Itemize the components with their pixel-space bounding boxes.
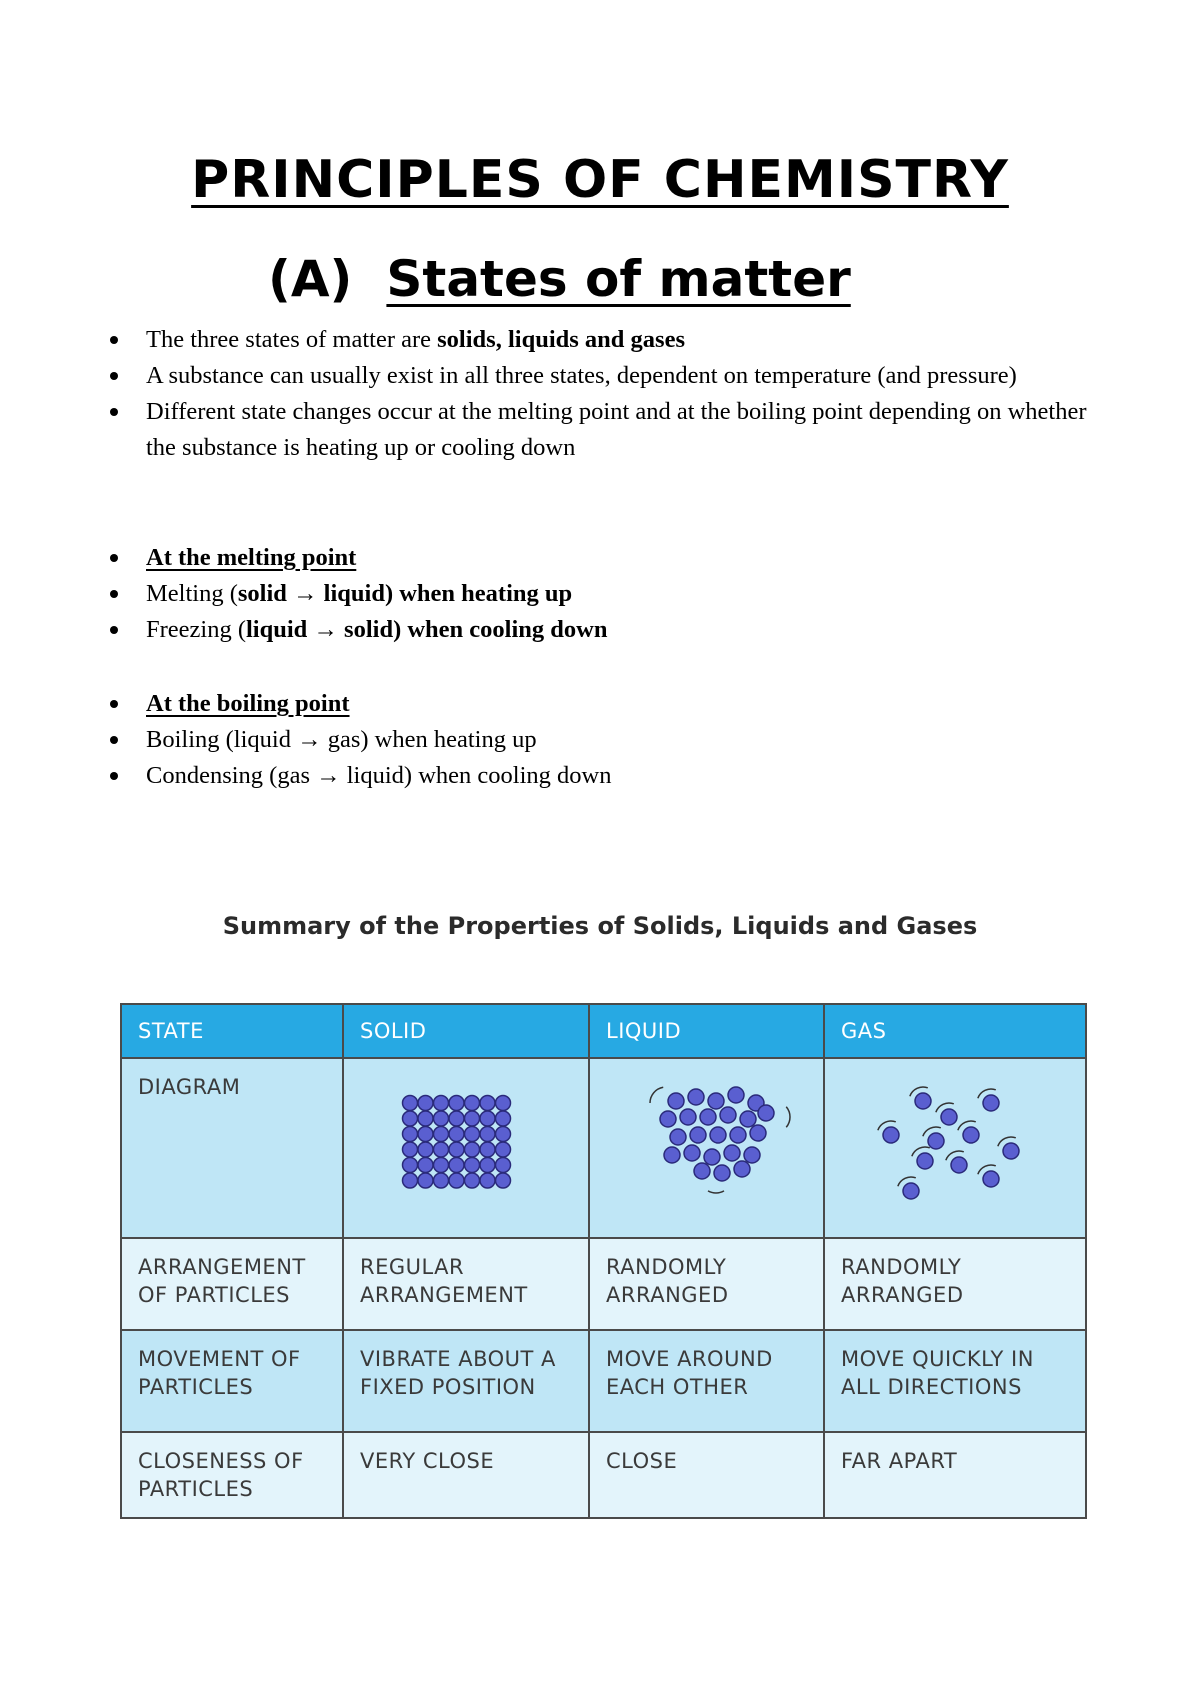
particle (1003, 1143, 1019, 1159)
particle (668, 1093, 684, 1109)
particle (660, 1111, 676, 1127)
particle (418, 1096, 433, 1111)
particle (724, 1145, 740, 1161)
melting-heading: At the melting point (146, 544, 357, 571)
particle (434, 1158, 449, 1173)
particle (480, 1173, 495, 1188)
particle (684, 1145, 700, 1161)
particle (496, 1142, 511, 1157)
table-row (121, 1432, 1086, 1518)
particle (664, 1147, 680, 1163)
particle (434, 1111, 449, 1126)
particle (714, 1165, 730, 1181)
list-item: Boiling (liquid → gas) when heating up (110, 722, 1110, 758)
row-label-closeness: CLOSENESS OF PARTICLES (121, 1432, 343, 1518)
section-letter: (A) (268, 250, 353, 308)
particle (403, 1158, 418, 1173)
particle (758, 1105, 774, 1121)
particle (983, 1095, 999, 1111)
list-item: Freezing (liquid → solid) when cooling down (110, 612, 1110, 648)
particle (480, 1111, 495, 1126)
section-heading (268, 250, 851, 308)
particle (496, 1111, 511, 1126)
particle (730, 1127, 746, 1143)
particle (465, 1142, 480, 1157)
particle (465, 1158, 480, 1173)
cell-gas-movement: MOVE QUICKLY IN ALL DIRECTIONS (824, 1330, 1086, 1432)
particle (403, 1142, 418, 1157)
list-item: The three states of matter are solids, liquids and gases (110, 322, 1110, 358)
section-title: States of matter (386, 250, 851, 308)
cell-liquid-movement: MOVE AROUND EACH OTHER (589, 1330, 824, 1432)
list-item: A substance can usually exist in all three states, dependent on temperature (and pressure) (110, 358, 1110, 394)
particle (963, 1127, 979, 1143)
header-solid: SOLID (343, 1004, 589, 1058)
particle (915, 1093, 931, 1109)
particle (694, 1163, 710, 1179)
particle (704, 1149, 720, 1165)
page-title: PRINCIPLES OF CHEMISTRY (191, 150, 1009, 210)
particle (434, 1127, 449, 1142)
motion-line (708, 1191, 724, 1193)
melting-bullet-list (110, 540, 1110, 648)
boiling-heading: At the boiling point (146, 690, 350, 717)
particle (740, 1111, 756, 1127)
properties-table (120, 1003, 1087, 1519)
cell-liquid-arrangement: RANDOMLY ARRANGED (589, 1238, 824, 1330)
header-liquid: LIQUID (589, 1004, 824, 1058)
particle (418, 1127, 433, 1142)
row-label-arrangement: ARRANGEMENT OF PARTICLES (121, 1238, 343, 1330)
particle (496, 1158, 511, 1173)
particle (750, 1125, 766, 1141)
particle (403, 1111, 418, 1126)
particle (688, 1089, 704, 1105)
gas-diagram (824, 1058, 1086, 1238)
table-row (121, 1058, 1086, 1238)
particle (917, 1153, 933, 1169)
particle (496, 1096, 511, 1111)
motion-line (650, 1087, 663, 1103)
particle (496, 1127, 511, 1142)
particle (680, 1109, 696, 1125)
row-label-movement: MOVEMENT OF PARTICLES (121, 1330, 343, 1432)
solid-particles-illustration (360, 1073, 580, 1213)
particle (983, 1171, 999, 1187)
cell-gas-arrangement: RANDOMLY ARRANGED (824, 1238, 1086, 1330)
list-item (110, 540, 1110, 576)
particle (418, 1173, 433, 1188)
particle (700, 1109, 716, 1125)
list-item: Different state changes occur at the melting point and at the boiling point depending on whether the substance is heating up or cooling down (110, 394, 1110, 466)
particle (465, 1173, 480, 1188)
table-row (121, 1238, 1086, 1330)
particle (465, 1096, 480, 1111)
particle (496, 1173, 511, 1188)
particle (883, 1127, 899, 1143)
gas-particles-illustration (841, 1073, 1091, 1223)
particle (418, 1158, 433, 1173)
particle (670, 1129, 686, 1145)
liquid-particles-illustration (606, 1073, 826, 1213)
particle (720, 1107, 736, 1123)
particle (449, 1158, 464, 1173)
particle (465, 1127, 480, 1142)
list-item: Condensing (gas → liquid) when cooling down (110, 758, 1110, 794)
particle (434, 1096, 449, 1111)
list-item: Melting (solid → liquid) when heating up (110, 576, 1110, 612)
cell-gas-closeness: FAR APART (824, 1432, 1086, 1518)
particle (728, 1087, 744, 1103)
particle (449, 1096, 464, 1111)
boiling-bullet-list (110, 686, 1110, 794)
particle (690, 1127, 706, 1143)
cell-solid-arrangement: REGULAR ARRANGEMENT (343, 1238, 589, 1330)
particle (951, 1157, 967, 1173)
cell-solid-closeness: VERY CLOSE (343, 1432, 589, 1518)
particle (449, 1142, 464, 1157)
list-item (110, 686, 1110, 722)
particle (434, 1142, 449, 1157)
particle (418, 1142, 433, 1157)
particle (465, 1111, 480, 1126)
particle (744, 1147, 760, 1163)
particle (480, 1142, 495, 1157)
intro-bullet-list (110, 322, 1110, 466)
motion-line (786, 1107, 790, 1128)
particle (403, 1127, 418, 1142)
particle (449, 1127, 464, 1142)
particle (480, 1096, 495, 1111)
particle (903, 1183, 919, 1199)
cell-solid-movement: VIBRATE ABOUT A FIXED POSITION (343, 1330, 589, 1432)
particle (710, 1127, 726, 1143)
particle (449, 1111, 464, 1126)
particle (480, 1127, 495, 1142)
particle (480, 1158, 495, 1173)
particle (708, 1093, 724, 1109)
particle (403, 1173, 418, 1188)
cell-liquid-closeness: CLOSE (589, 1432, 824, 1518)
row-label-diagram: DIAGRAM (121, 1058, 343, 1238)
table-row (121, 1330, 1086, 1432)
particle (418, 1111, 433, 1126)
solid-diagram (343, 1058, 589, 1238)
table-header-row (121, 1004, 1086, 1058)
header-state: STATE (121, 1004, 343, 1058)
particle (734, 1161, 750, 1177)
particle (434, 1173, 449, 1188)
particle (941, 1109, 957, 1125)
liquid-diagram (589, 1058, 824, 1238)
table-title: Summary of the Properties of Solids, Liquids and Gases (222, 912, 978, 940)
particle (449, 1173, 464, 1188)
particle (928, 1133, 944, 1149)
particle (403, 1096, 418, 1111)
header-gas: GAS (824, 1004, 1086, 1058)
